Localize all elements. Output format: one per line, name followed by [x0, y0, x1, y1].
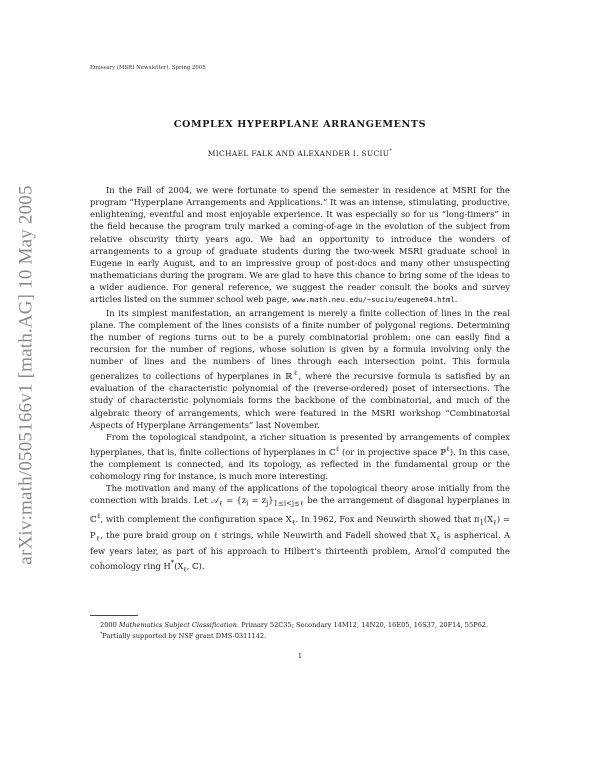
- arxiv-identifier-stamp: [14, 150, 40, 600]
- msc-label: Mathematics Subject Classification.: [118, 621, 239, 629]
- p4-sub-8: ℓ: [95, 534, 101, 543]
- p4-l: (X: [174, 560, 184, 571]
- p4-sup-1: ℓ: [96, 512, 101, 521]
- p4-sub-2: i: [246, 500, 249, 509]
- paragraph-1: [90, 184, 510, 307]
- msc-codes: Primary 52C35; Secondary 14M12, 14N20, 16E05, 16S37, 20F14, 55P62.: [238, 621, 489, 629]
- p4-a: The motivation and many of the applications of the topological theory arose initially from the connection with braids. Let 𝒜: [90, 483, 510, 506]
- msc-year: 2000: [100, 621, 119, 629]
- p4-sup-2: *: [170, 558, 175, 567]
- summer-school-url: www.math.neu.edu/~suciu/eugene04.html: [292, 295, 455, 305]
- paragraph-3-sup-2: ℓ: [446, 445, 450, 454]
- p4-sub-9: ℓ: [436, 534, 441, 543]
- author-line: [0, 149, 600, 158]
- p4-e: be the arrangement of diagonal hyperplanes in ℂ: [90, 495, 510, 525]
- paragraph-3-sup-1: ℓ: [335, 445, 340, 454]
- authors: MICHAEL FALK AND ALEXANDER I. SUCIU: [207, 149, 390, 158]
- arxiv-identifier: arXiv:math/0505166v1 [math.AG] 10 May 2005: [16, 185, 37, 565]
- p4-sub-5: ℓ: [291, 518, 296, 527]
- p4-i: ) = P: [90, 514, 511, 540]
- author-footnote-mark: *: [389, 148, 393, 154]
- p4-sub-3: j: [266, 500, 269, 509]
- footnote-msc: [90, 620, 510, 630]
- paragraph-1-end: .: [454, 294, 458, 305]
- paragraph-2: [90, 307, 510, 431]
- running-head: Emissary (MSRI Newsletter), Spring 2005: [90, 65, 206, 71]
- p4-sub-4: 1≤i<j≤ℓ: [273, 500, 305, 509]
- p4-sub-6: 1: [479, 518, 484, 527]
- paragraph-3-text-c: ). In this case, the complement is connected, and its topology, as reflected in the fundamental group or the cohomology ring for instance, is much more interesting.: [90, 446, 511, 482]
- paragraph-1-text: In the Fall of 2004, we were fortunate to spend the semester in residence at MSRI for the program “Hyperplane Arrangements and Applications.” It was an intense, stimulating, productive, enlightening, eventful and most enjoyable experience. It was especially so for us “long-timers” in the field because the program truly marked a coming-of-age in the evolution of the subject from relative obscurity thirty years ago. We had an opportunity to introduce the wonders of arrangements to a group of graduate students during the two-week MSRI graduate school in Eugene in early August, and to an impressive group of post-docs and many other unsuspecting mathematicians during the program. We are glad to have this chance to bring some of the ideas to a wider audience. For general reference, we suggest the reader consult the books and survey articles listed on the summer school web page,: [90, 185, 510, 305]
- p4-sub-7: ℓ: [493, 518, 497, 527]
- p4-f: , with complement the configuration space X: [100, 514, 292, 525]
- p4-sub-10: ℓ: [183, 565, 187, 574]
- paragraph-3-text-a: From the topological standpoint, a richer situation is presented by arrangements of complex hyperplanes, that is, finite collections of hyperplanes in ℂ: [90, 431, 510, 457]
- support-mark: *: [100, 632, 103, 638]
- p4-c: = z: [248, 495, 267, 506]
- paragraph-2-text-b: , where the recursive formula is satisfied by an evaluation of the characteristic polynomial of the (reverse-ordered) poset of intersections. The study of characteristic polynomials forms the backbone of the combinatorial, and much of the algebraic theory of arrangements, which were featured in the MSRI workshop “Combinatorial Aspects of Hyperplane Arrangements” last November.: [90, 371, 510, 430]
- support-text: Partially supported by NSF grant DMS-0311142.: [102, 632, 267, 641]
- footnotes: [90, 620, 510, 642]
- p4-g: . In 1962, Fox and Neuwirth showed that π: [295, 514, 480, 525]
- paragraph-3: [90, 431, 510, 482]
- p4-sub-1: ℓ: [218, 500, 224, 509]
- paragraph-3-text-b: (or in projective space ℙ: [339, 446, 447, 457]
- p4-j: , the pure braid group on ℓ strings, while Neuwirth and Fadell showed that X: [100, 529, 437, 540]
- footnote-rule: [90, 615, 138, 616]
- body-text: [90, 184, 510, 575]
- paragraph-4: [90, 482, 510, 575]
- p4-m: , ℂ).: [186, 560, 205, 571]
- paragraph-2-text-a: In its simplest manifestation, an arrangement is merely a finite collection of lines in the real plane. The complement of the lines consists of a finite number of polygonal regions. Determining the number of regions turns out to be a purely combinatorial problem: one can easily find a recursion for the number of regions, whose solution is given by a formula involving only the number of lines and the numbers of lines through each intersection point. This formula generalizes to collections of hyperplanes in ℝ: [90, 307, 510, 382]
- p4-k: is aspherical. A few years later, as part of his approach to Hilbert’s thirteenth problem, Arnol’d computed the cohomology ring H: [90, 529, 510, 571]
- paragraph-2-sup: ℓ: [292, 369, 299, 378]
- page-number: 1: [297, 652, 303, 660]
- p4-d: }: [268, 495, 274, 506]
- footnote-support: [90, 630, 510, 641]
- p4-b: = {z: [223, 495, 247, 506]
- paper-title: COMPLEX HYPERPLANE ARRANGEMENTS: [173, 119, 427, 130]
- p4-h: (X: [483, 514, 494, 525]
